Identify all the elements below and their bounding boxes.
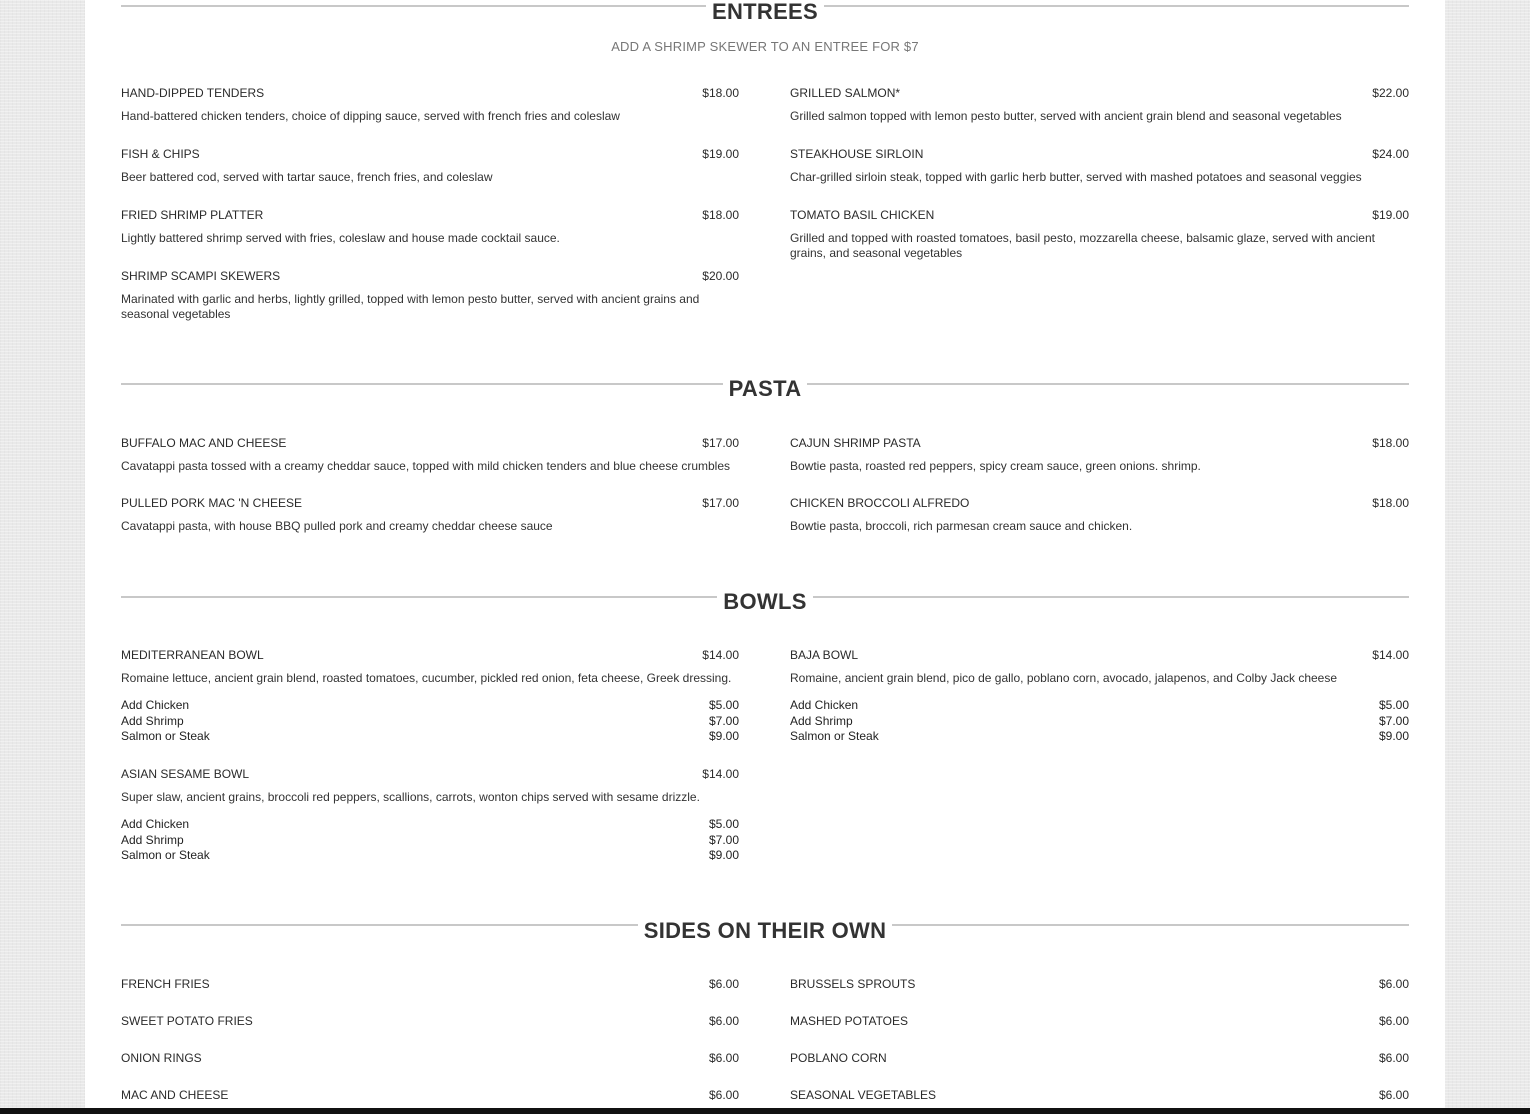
- menu-item-price: $14.00: [1372, 648, 1409, 662]
- side-item-name: SEASONAL VEGETABLES: [790, 1088, 937, 1102]
- side-item-price: $6.00: [708, 1088, 739, 1102]
- side-item-name: SWEET POTATO FRIES: [121, 1014, 253, 1028]
- menu-item-name: CHICKEN BROCCOLI ALFREDO: [790, 496, 970, 510]
- menu-item-description: Hand-battered chicken tenders, choice of dipping sauce, served with french fries and coleslaw: [121, 109, 620, 123]
- menu-item-name: ASIAN SESAME BOWL: [121, 767, 250, 781]
- addon-price: $9.00: [1378, 729, 1409, 743]
- side-item-name: POBLANO CORN: [790, 1051, 887, 1065]
- menu-item-name: FISH & CHIPS: [121, 147, 200, 161]
- menu-item-name: BUFFALO MAC AND CHEESE: [121, 436, 287, 450]
- menu-item-description: Lightly battered shrimp served with fries, coleslaw and house made cocktail sauce.: [121, 231, 560, 245]
- side-item-name: BRUSSELS SPROUTS: [790, 977, 916, 991]
- menu-item-description: Grilled and topped with roasted tomatoes, basil pesto, mozzarella cheese, balsamic glaze, served with ancient grains, and seasonal vegetables: [790, 231, 1375, 260]
- menu-item-price: $22.00: [1372, 86, 1409, 100]
- side-item-price: $6.00: [708, 1051, 739, 1065]
- menu-item-description: Romaine, ancient grain blend, pico de gallo, poblano corn, avocado, jalapenos, and Colby Jack cheese: [790, 671, 1338, 685]
- menu-page: [85, 0, 1445, 1108]
- menu-item-name: STEAKHOUSE SIRLOIN: [790, 147, 924, 161]
- menu-item-price: $17.00: [702, 496, 739, 510]
- menu-item-price: $14.00: [702, 648, 739, 662]
- entrees-note: ADD A SHRIMP SKEWER TO AN ENTREE FOR $7: [611, 39, 919, 54]
- menu-item-description: Char-grilled sirloin steak, topped with garlic herb butter, served with mashed potatoes and seasonal veggies: [790, 170, 1362, 184]
- section-header-entrees: [121, 0, 1409, 36]
- section-header-sides: [121, 913, 1409, 949]
- side-item-price: $6.00: [1378, 1088, 1409, 1102]
- menu-item-price: $24.00: [1372, 147, 1409, 161]
- section-title-pasta: PASTA: [723, 376, 808, 401]
- section-title-bowls: BOWLS: [717, 589, 812, 614]
- section-header-pasta: [121, 372, 1409, 408]
- side-item-price: $6.00: [708, 977, 739, 991]
- menu-item-price: $18.00: [1372, 436, 1409, 450]
- menu-item-description: Cavatappi pasta tossed with a creamy cheddar sauce, topped with mild chicken tenders and blue cheese crumbles: [121, 459, 731, 473]
- menu-item-price: $14.00: [702, 767, 739, 781]
- side-item-price: $6.00: [1378, 1014, 1409, 1028]
- addon-price: $5.00: [708, 698, 739, 712]
- bottom-bar: [0, 1108, 1530, 1114]
- menu-item-description: Bowtie pasta, broccoli, rich parmesan cream sauce and chicken.: [790, 519, 1133, 533]
- side-item-name: MASHED POTATOES: [790, 1014, 909, 1028]
- menu-item-description: Beer battered cod, served with tartar sauce, french fries, and coleslaw: [121, 170, 493, 184]
- addon-label: Add Chicken: [790, 698, 859, 712]
- menu-item-description: Marinated with garlic and herbs, lightly grilled, topped with lemon pesto butter, served with ancient grains and seasonal vegetables: [121, 292, 700, 321]
- menu-item-name: MEDITERRANEAN BOWL: [121, 648, 264, 662]
- menu-item-name: GRILLED SALMON*: [790, 86, 901, 100]
- addon-price: $5.00: [1378, 698, 1409, 712]
- menu-item-price: $18.00: [702, 86, 739, 100]
- menu-item-name: TOMATO BASIL CHICKEN: [790, 208, 935, 222]
- menu-item-price: $20.00: [702, 269, 739, 283]
- addon-price: $5.00: [708, 817, 739, 831]
- menu-item-price: $19.00: [702, 147, 739, 161]
- menu-item-name: SHRIMP SCAMPI SKEWERS: [121, 269, 281, 283]
- menu-item-description: Romaine lettuce, ancient grain blend, roasted tomatoes, cucumber, pickled red onion, feta cheese, Greek dressing.: [121, 671, 732, 685]
- menu-item-description: Grilled salmon topped with lemon pesto butter, served with ancient grain blend and seasonal vegetables: [790, 109, 1342, 123]
- menu-item-name: FRIED SHRIMP PLATTER: [121, 208, 264, 222]
- addon-price: $7.00: [1378, 714, 1409, 728]
- menu-item-price: $19.00: [1372, 208, 1409, 222]
- menu-item-name: CAJUN SHRIMP PASTA: [790, 436, 921, 450]
- menu-item-price: $18.00: [1372, 496, 1409, 510]
- addon-label: Add Shrimp: [121, 833, 184, 847]
- side-item-name: MAC AND CHEESE: [121, 1088, 229, 1102]
- section-title-entrees: ENTREES: [706, 0, 824, 24]
- menu-item-name: BAJA BOWL: [790, 648, 859, 662]
- addon-price: $9.00: [708, 729, 739, 743]
- addon-label: Add Chicken: [121, 817, 190, 831]
- addon-price: $9.00: [708, 848, 739, 862]
- addon-price: $7.00: [708, 833, 739, 847]
- addon-price: $7.00: [708, 714, 739, 728]
- side-item-price: $6.00: [1378, 1051, 1409, 1065]
- menu-item-description: Super slaw, ancient grains, broccoli red peppers, scallions, carrots, wonton chips served with sesame drizzle.: [121, 790, 700, 804]
- menu-item-description: Bowtie pasta, roasted red peppers, spicy cream sauce, green onions. shrimp.: [790, 459, 1201, 473]
- menu-item-price: $17.00: [702, 436, 739, 450]
- side-item-price: $6.00: [1378, 977, 1409, 991]
- addon-label: Add Shrimp: [790, 714, 853, 728]
- section-header-bowls: [121, 585, 1409, 621]
- side-item-name: ONION RINGS: [121, 1051, 202, 1065]
- addon-label: Salmon or Steak: [121, 848, 210, 862]
- menu-item-name: PULLED PORK MAC 'N CHEESE: [121, 496, 303, 510]
- menu-item-name: HAND-DIPPED TENDERS: [121, 86, 265, 100]
- side-item-name: FRENCH FRIES: [121, 977, 210, 991]
- addon-label: Add Shrimp: [121, 714, 184, 728]
- addon-label: Salmon or Steak: [790, 729, 879, 743]
- section-title-sides: SIDES ON THEIR OWN: [638, 918, 893, 943]
- menu-item-description: Cavatappi pasta, with house BBQ pulled pork and creamy cheddar cheese sauce: [121, 519, 553, 533]
- side-item-price: $6.00: [708, 1014, 739, 1028]
- addon-label: Add Chicken: [121, 698, 190, 712]
- addon-label: Salmon or Steak: [121, 729, 210, 743]
- menu-item-price: $18.00: [702, 208, 739, 222]
